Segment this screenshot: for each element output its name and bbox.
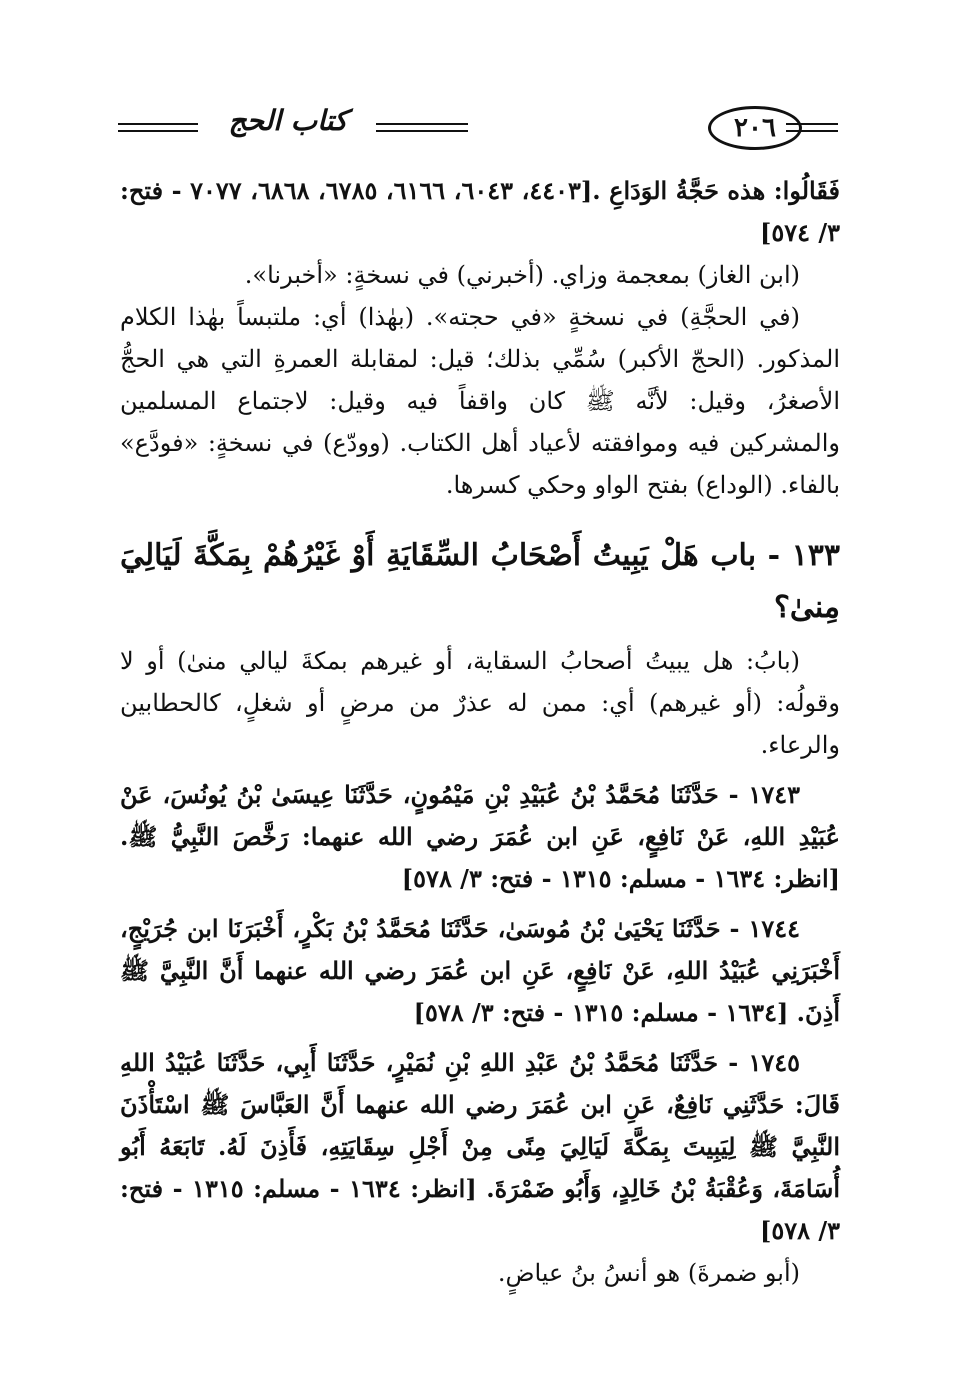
closing-commentary: (أبو ضمرةَ) هو أنسُ بنُ عياضٍ. [497,1259,800,1287]
hadith-ending-paragraph: فَقَالُوا: هذه حَجَّةُ الوَدَاعِ .[٤٤٠٣، ٦٠٤٣، ٦١٦٦، ٦٧٨٥، ٦٨٦٨، ٧٠٧٧ - فتح: ٣/ ٥٧٤] [120,176,840,247]
chapter-heading: ١٣٣ - باب هَلْ يَبِيتُ أَصْحَابُ السِّقَايَةِ أَوْ غَيْرُهُمْ بِمَكَّةَ لَيَالِيَ مِنىٰ؟ [120,538,840,625]
hadith-1745: ١٧٤٥ - حَدَّثَنَا مُحَمَّدُ بْنُ عَبْدِ اللهِ بْنِ نُمَيْرٍ، حَدَّثَنَا أَبِي، حَدَّثَنَا عُبَيْدُ اللهِ قَالَ: حَدَّثَنِي نَافِعٌ، عَنِ ابن عُمَرَ رضي الله عنهما أَنَّ العَبَّاسَ ﷺ اسْتَأْذَنَ النَّبِيَّ ﷺ لِيَبِيتَ بِمَكَّةَ لَيَالِيَ مِنًى مِنْ أَجْلِ سِقَايَتِهِ، فَأَذِنَ لَهُ. تَابَعَهُ أَبُو أُسَامَةَ، وَعُقْبَةُ بْنُ خَالِدٍ، وَأَبُو ضَمْرَةَ. [انظر: ١٦٣٤ - مسلم: ١٣١٥ - فتح: ٣/ ٥٧٨] [120,1048,840,1245]
hadith-1744: ١٧٤٤ - حَدَّثَنَا يَحْيَىٰ بْنُ مُوسَىٰ، حَدَّثَنَا مُحَمَّدُ بْنُ بَكْرٍ، أَخْبَرَنَا ابن جُرَيْجٍ، أَخْبَرَنِي عُبَيْدُ اللهِ، عَنْ نَافِعٍ، عَنِ ابن عُمَرَ رضي الله عنهما أَنَّ النَّبِيَّ ﷺ أَذِنَ. [١٦٣٤ - مسلم: ١٣١٥ - فتح: ٣/ ٥٧٨] [120,914,840,1027]
commentary-paragraph-1: (ابن الغاز) بمعجمة وزاي. (أخبرني) في نسخةٍ: «أخبرنا». [244,261,800,289]
header-rule-right [786,123,838,132]
hadith-1743: ١٧٤٣ - حَدَّثَنَا مُحَمَّدُ بْنُ عُبَيْدِ بْنِ مَيْمُونٍ، حَدَّثَنَا عِيسَىٰ بْنُ يُونُسَ، عَنْ عُبَيْدِ اللهِ، عَنْ نَافِعٍ، عَنِ ابن عُمَرَ رضي الله عنهما: رَخَّصَ النَّبِيُّ ﷺ. [انظر: ١٦٣٤ - مسلم: ١٣١٥ - فتح: ٣/ ٥٧٨] [120,780,840,893]
commentary-paragraph-2: (في الحجَّةِ) في نسخةٍ «في حجته». (بهٰذا) أي: ملتبساً بهٰذا الكلام المذكور. (الحجّ الأكبر) سُمِّي بذلك؛ قيل: لمقابلة العمرةِ التي هي الحجُّ الأصغرُ، وقيل: لأنَّه ﷺ كان واقفاً فيه وقيل: لاجتماع المسلمين والمشركين فيه وموافقته لأعياد أهل الكتاب. (وودّع) في نسخةٍ: «فودَّع» بالفاء. (الوداع) بفتح الواو وحكي كسرها. [120,303,840,499]
page-header [118,96,838,156]
page-number: ٢٠٦ [708,106,802,150]
header-rule-left [118,123,198,132]
page-body [120,170,840,1294]
book-title: كتاب الحج [228,104,348,137]
header-rule-middle [376,123,468,132]
chapter-commentary: (بابُ: هل يبيتُ أصحابُ السقاية، أو غيرهم بمكةَ ليالي منىٰ) أو لا وقولُه: (أو غيرهم) أي: ممن له عذرٌ من مرضٍ أو شغلٍ، كالحطابين والرعاء. [120,647,840,759]
